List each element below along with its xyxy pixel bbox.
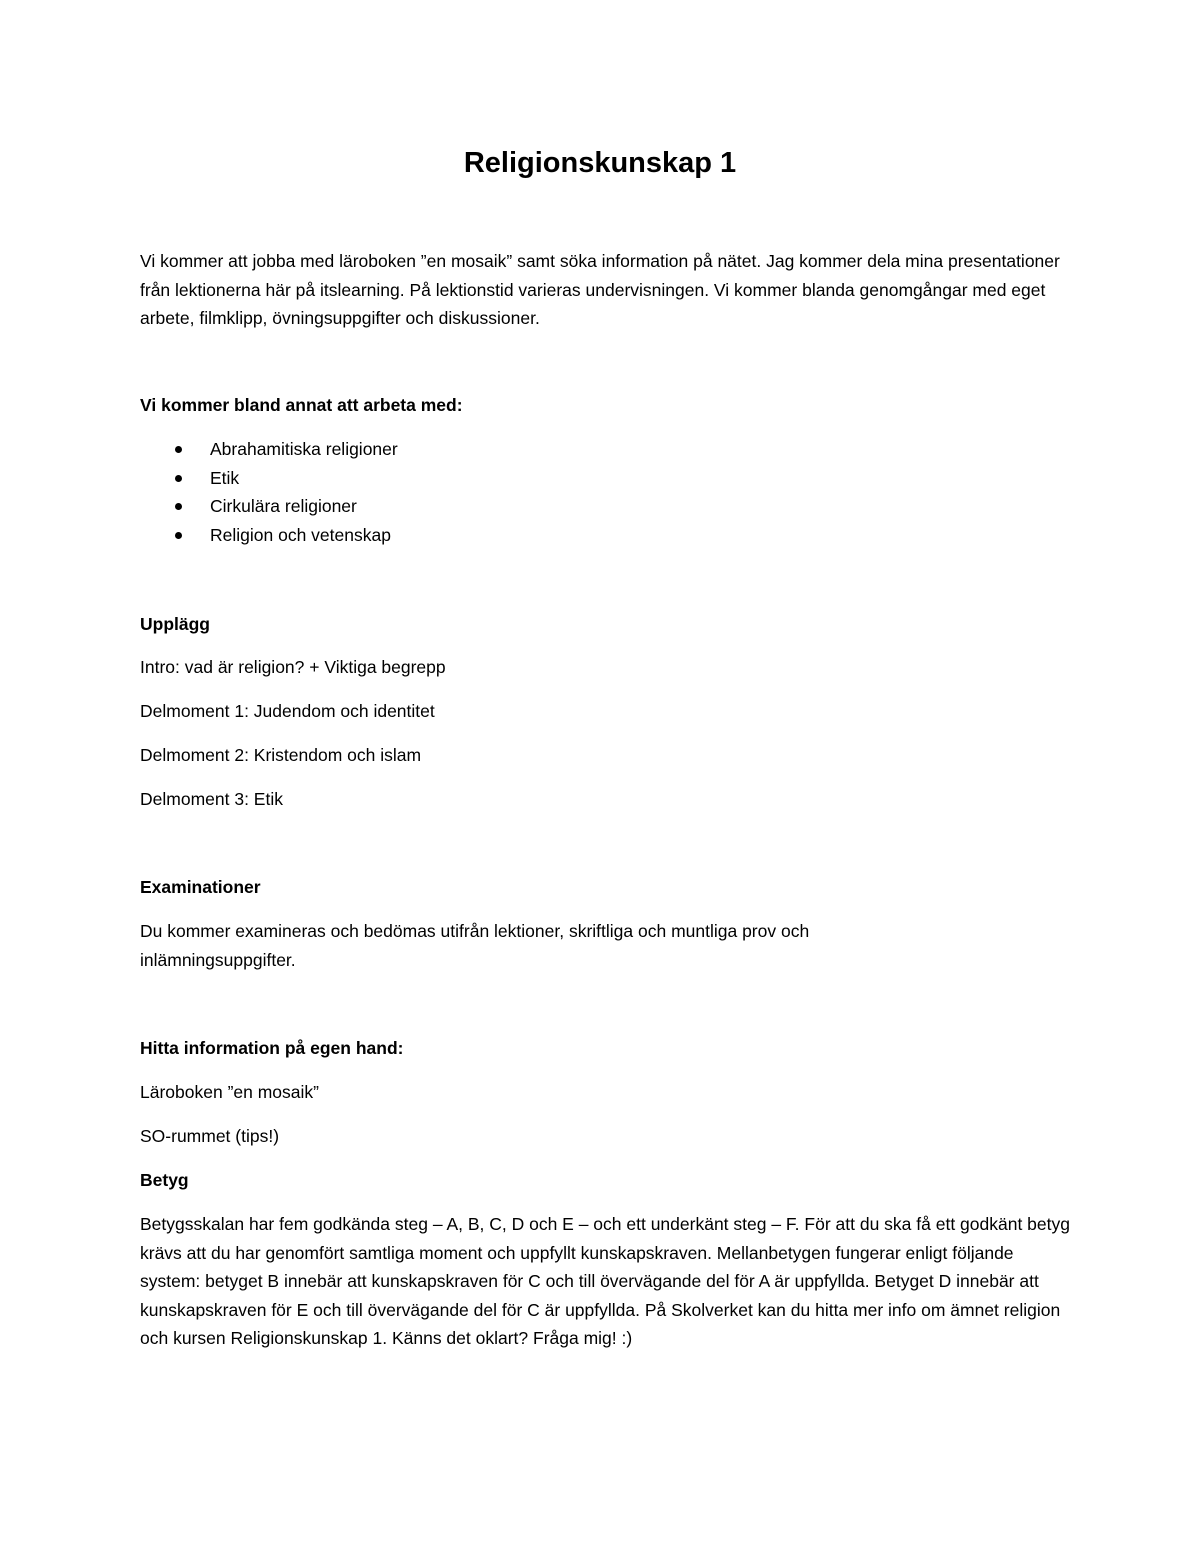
hitta-item: Läroboken ”en mosaik” bbox=[140, 1082, 319, 1102]
upplagg-item: Delmoment 3: Etik bbox=[140, 789, 283, 809]
upplagg-heading: Upplägg bbox=[140, 614, 210, 634]
bullet-icon bbox=[175, 446, 182, 453]
upplagg-item: Delmoment 1: Judendom och identitet bbox=[140, 701, 435, 721]
hitta-item: SO-rummet (tips!) bbox=[140, 1126, 280, 1146]
examinationer-heading: Examinationer bbox=[140, 877, 261, 897]
betyg-paragraph: Betygsskalan har fem godkända steg – A, B, C, D och E – och ett underkänt steg – F. För att du ska få ett godkänt betyg krävs att du har genomfört samtliga moment och uppfyllt kunskapskraven. Mellanbetygen fungerar enligt följande system: betyget B innebär att kunskapskraven för C och till övervägande del för A är uppfyllda. Betyget D innebär att kunskapskraven för E och till övervägande del för C är uppfyllda. På Skolverket kan du hitta mer info om ämnet religion och kursen Religionskunskap 1. Känns det oklart? Fråga mig! :) bbox=[140, 1214, 1070, 1348]
bullet-icon bbox=[175, 503, 182, 510]
betyg-heading: Betyg bbox=[140, 1170, 189, 1190]
examinationer-paragraph: Du kommer examineras och bedömas utifrån lektioner, skriftliga och muntliga prov och inlämningsuppgifter. bbox=[140, 921, 810, 970]
topics-heading: Vi kommer bland annat att arbeta med: bbox=[140, 395, 463, 415]
intro-paragraph: Vi kommer att jobba med läroboken ”en mosaik” samt söka information på nätet. Jag kommer dela mina presentationer från lektionerna här på itslearning. På lektionstid varieras undervisningen. Vi kommer blanda genomgångar med eget arbete, filmklipp, övningsuppgifter och diskussioner. bbox=[140, 251, 1060, 328]
list-item: Cirkulära religioner bbox=[140, 492, 398, 521]
list-item: Etik bbox=[140, 464, 398, 493]
hitta-heading: Hitta information på egen hand: bbox=[140, 1038, 404, 1058]
bullet-icon bbox=[175, 475, 182, 482]
upplagg-item: Delmoment 2: Kristendom och islam bbox=[140, 745, 422, 765]
page-title: Religionskunskap 1 bbox=[463, 147, 737, 179]
list-item: Religion och vetenskap bbox=[140, 521, 398, 550]
bullet-icon bbox=[175, 532, 182, 539]
upplagg-item: Intro: vad är religion? + Viktiga begrepp bbox=[140, 657, 446, 677]
list-item: Abrahamitiska religioner bbox=[140, 435, 398, 464]
topics-list bbox=[140, 435, 398, 549]
